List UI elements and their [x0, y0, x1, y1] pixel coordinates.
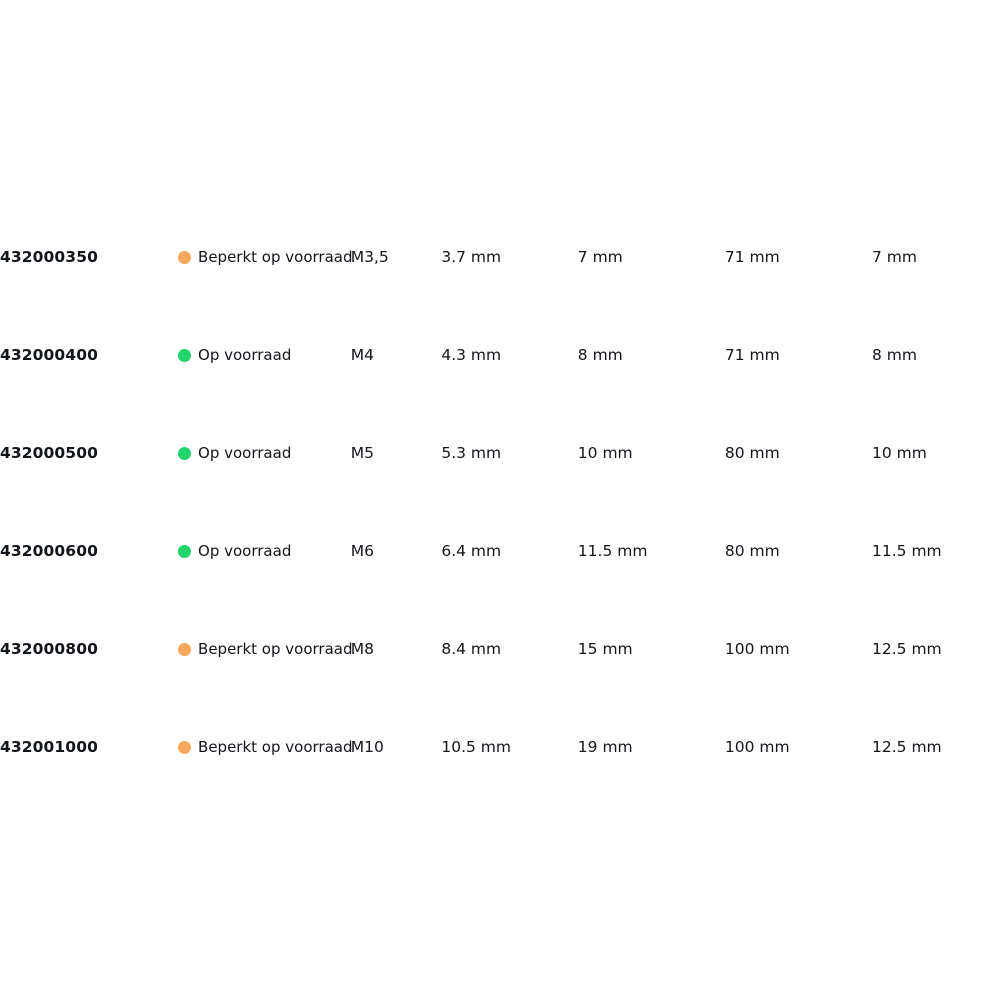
- stock-status-dot-icon: [178, 251, 191, 264]
- dimension-2: 19 mm: [577, 738, 633, 756]
- dimension-4: 8 mm: [872, 346, 918, 364]
- dimension-3: 80 mm: [724, 444, 780, 462]
- stock-status-label: Beperkt op voorraad: [198, 640, 353, 658]
- dimension-2: 10 mm: [577, 444, 633, 462]
- product-code: 432000600: [0, 542, 98, 560]
- dimension-2: 11.5 mm: [577, 542, 648, 560]
- stock-status-dot-icon: [178, 349, 191, 362]
- table-row[interactable]: [0, 208, 1000, 306]
- product-code: 432000500: [0, 444, 98, 462]
- product-table-body: [0, 208, 1000, 796]
- dimension-2: 8 mm: [577, 346, 623, 364]
- stock-status-cell: [178, 600, 351, 698]
- dimension-3: 71 mm: [724, 346, 780, 364]
- dimension-1: 4.3 mm: [441, 346, 502, 364]
- dimension-4: 12.5 mm: [872, 738, 942, 756]
- table-row[interactable]: [0, 502, 1000, 600]
- stock-status-cell: [178, 502, 351, 600]
- dimension-1: 8.4 mm: [441, 640, 502, 658]
- stock-status-label: Op voorraad: [198, 542, 292, 560]
- dimension-3: 100 mm: [724, 738, 790, 756]
- thread-size: M5: [350, 444, 374, 462]
- dimension-1: 6.4 mm: [441, 542, 502, 560]
- dimension-4: 7 mm: [872, 248, 918, 266]
- dimension-2: 15 mm: [577, 640, 633, 658]
- stock-status-dot-icon: [178, 643, 191, 656]
- product-code: 432001000: [0, 738, 98, 756]
- dimension-2: 7 mm: [577, 248, 623, 266]
- stock-status-cell: [178, 208, 351, 306]
- product-table: [0, 208, 1000, 796]
- table-row[interactable]: [0, 600, 1000, 698]
- product-code: 432000350: [0, 248, 98, 266]
- thread-size: M4: [350, 346, 374, 364]
- stock-status-cell: [178, 404, 351, 502]
- dimension-1: 3.7 mm: [441, 248, 502, 266]
- product-code: 432000400: [0, 346, 98, 364]
- dimension-3: 80 mm: [724, 542, 780, 560]
- table-row[interactable]: [0, 404, 1000, 502]
- stock-status-label: Beperkt op voorraad: [198, 248, 353, 266]
- thread-size: M10: [350, 738, 384, 756]
- thread-size: M3,5: [350, 248, 389, 266]
- dimension-3: 100 mm: [724, 640, 790, 658]
- dimension-3: 71 mm: [724, 248, 780, 266]
- dimension-1: 10.5 mm: [441, 738, 511, 756]
- stock-status-dot-icon: [178, 447, 191, 460]
- stock-status-label: Op voorraad: [198, 346, 292, 364]
- dimension-1: 5.3 mm: [441, 444, 502, 462]
- dimension-4: 12.5 mm: [872, 640, 942, 658]
- product-code: 432000800: [0, 640, 98, 658]
- dimension-4: 11.5 mm: [872, 542, 942, 560]
- stock-status-cell: [178, 306, 351, 404]
- table-row[interactable]: [0, 698, 1000, 796]
- stock-status-label: Op voorraad: [198, 444, 292, 462]
- dimension-4: 10 mm: [872, 444, 927, 462]
- stock-status-label: Beperkt op voorraad: [198, 738, 353, 756]
- stock-status-cell: [178, 698, 351, 796]
- stock-status-dot-icon: [178, 741, 191, 754]
- table-row[interactable]: [0, 306, 1000, 404]
- thread-size: M6: [350, 542, 374, 560]
- stock-status-dot-icon: [178, 545, 191, 558]
- thread-size: M8: [350, 640, 374, 658]
